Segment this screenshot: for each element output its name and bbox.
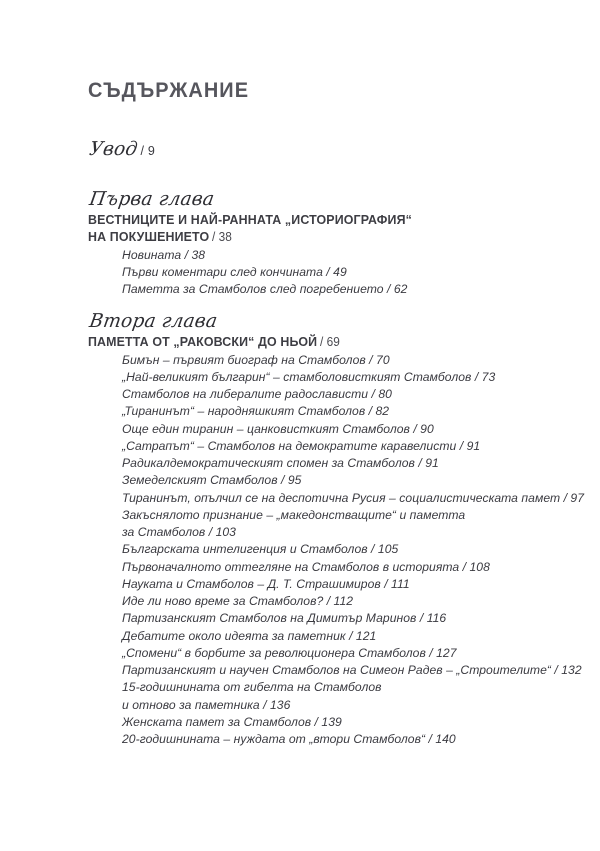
list-item: Партизанският Стамболов на Димитър Маринов / 116 xyxy=(122,611,447,626)
list-item: „Най-великият българин“ – стамболовисткият Стамболов / 73 xyxy=(122,369,496,384)
list-item: 15-годишнината от гибелта на Стамболов xyxy=(122,680,382,695)
chapter-1-page-number: / 38 xyxy=(212,230,232,245)
list-item: Закъснялото признание – „македонстващите“ и паметта xyxy=(122,507,466,522)
page-title: СЪДЪРЖАНИЕ xyxy=(88,79,250,102)
list-item: Радикалдемократическият спомен за Стамболов / 91 xyxy=(122,456,439,471)
chapter-2-title-line-1 xyxy=(88,333,530,351)
list-item: за Стамболов / 103 xyxy=(122,525,236,540)
chapter-2-page-number: / 69 xyxy=(320,335,340,350)
toc-content xyxy=(87,79,585,752)
chapter-1-title-text-2: НА ПОКУШЕНИЕТО xyxy=(88,229,210,245)
chapter-2-script-mark xyxy=(88,312,558,332)
chapter-2-entry-list xyxy=(88,352,585,749)
chapter-1-entry-list xyxy=(88,247,558,299)
list-item: Първи коментари след кончината / 49 xyxy=(122,264,347,279)
list-item: Паметта за Стамболов след погребението / 62 xyxy=(122,282,408,297)
intro-page-number: / 9 xyxy=(140,144,155,158)
chapter-2-script-label: Втора глава xyxy=(87,310,220,333)
list-item: Науката и Стамболов – Д. Т. Страшимиров / 111 xyxy=(122,576,410,591)
list-item: Българската интелигенция и Стамболов / 105 xyxy=(122,542,399,557)
list-item: Тиранинът, опълчил се на деспотична Русия – социалистическата памет / 97 xyxy=(122,490,585,505)
chapter-1-title-line-1 xyxy=(88,211,530,228)
list-item: „Тиранинът“ – народняшкият Стамболов / 82 xyxy=(122,404,390,419)
list-item: Още един тиранин – цанковисткият Стамболов / 90 xyxy=(122,421,434,436)
list-item: Женската памет за Стамболов / 139 xyxy=(122,714,342,729)
chapter-1-script-label: Първа глава xyxy=(87,188,217,210)
list-item: Партизанският и научен Стамболов на Симеон Радев – „Строителите“ / 132 xyxy=(122,663,582,678)
list-item: „Спомени“ в борбите за революционера Стамболов / 127 xyxy=(122,645,457,660)
toc-entry-intro xyxy=(88,140,558,160)
list-item: Дебатите около идеята за паметник / 121 xyxy=(122,628,377,643)
chapter-2-title-text-1: ПАМЕТТА ОТ „РАКОВСКИ“ ДО НЬОЙ xyxy=(88,334,318,350)
intro-script-label: Увод xyxy=(87,138,140,160)
chapter-1-script-mark xyxy=(88,190,558,210)
list-item: и отново за паметника / 136 xyxy=(122,697,291,712)
list-item: Стамболов на либералите радослависти / 80 xyxy=(122,387,392,402)
chapter-block-1 xyxy=(88,190,558,298)
chapter-block-2 xyxy=(87,310,585,748)
list-item: Новината / 38 xyxy=(122,247,206,262)
list-item: Бимън – първият биограф на Стамболов / 70 xyxy=(122,352,390,367)
list-item: Иде ли ново време за Стамболов? / 112 xyxy=(122,594,354,609)
list-item: „Сатрапът“ – Стамболов на демократите каравелисти / 91 xyxy=(122,438,481,453)
chapter-1-title-line-2 xyxy=(88,228,530,246)
chapter-1-title-text-1: ВЕСТНИЦИТЕ И НАЙ-РАННАТА „ИСТОРИОГРАФИЯ“ xyxy=(88,211,412,227)
list-item: 20-годишнината – нуждата от „втори Стамболов“ / 140 xyxy=(122,732,456,747)
list-item: Земеделският Стамболов / 95 xyxy=(122,473,302,488)
list-item: Първоначалното оттегляне на Стамболов в историята / 108 xyxy=(122,559,490,574)
